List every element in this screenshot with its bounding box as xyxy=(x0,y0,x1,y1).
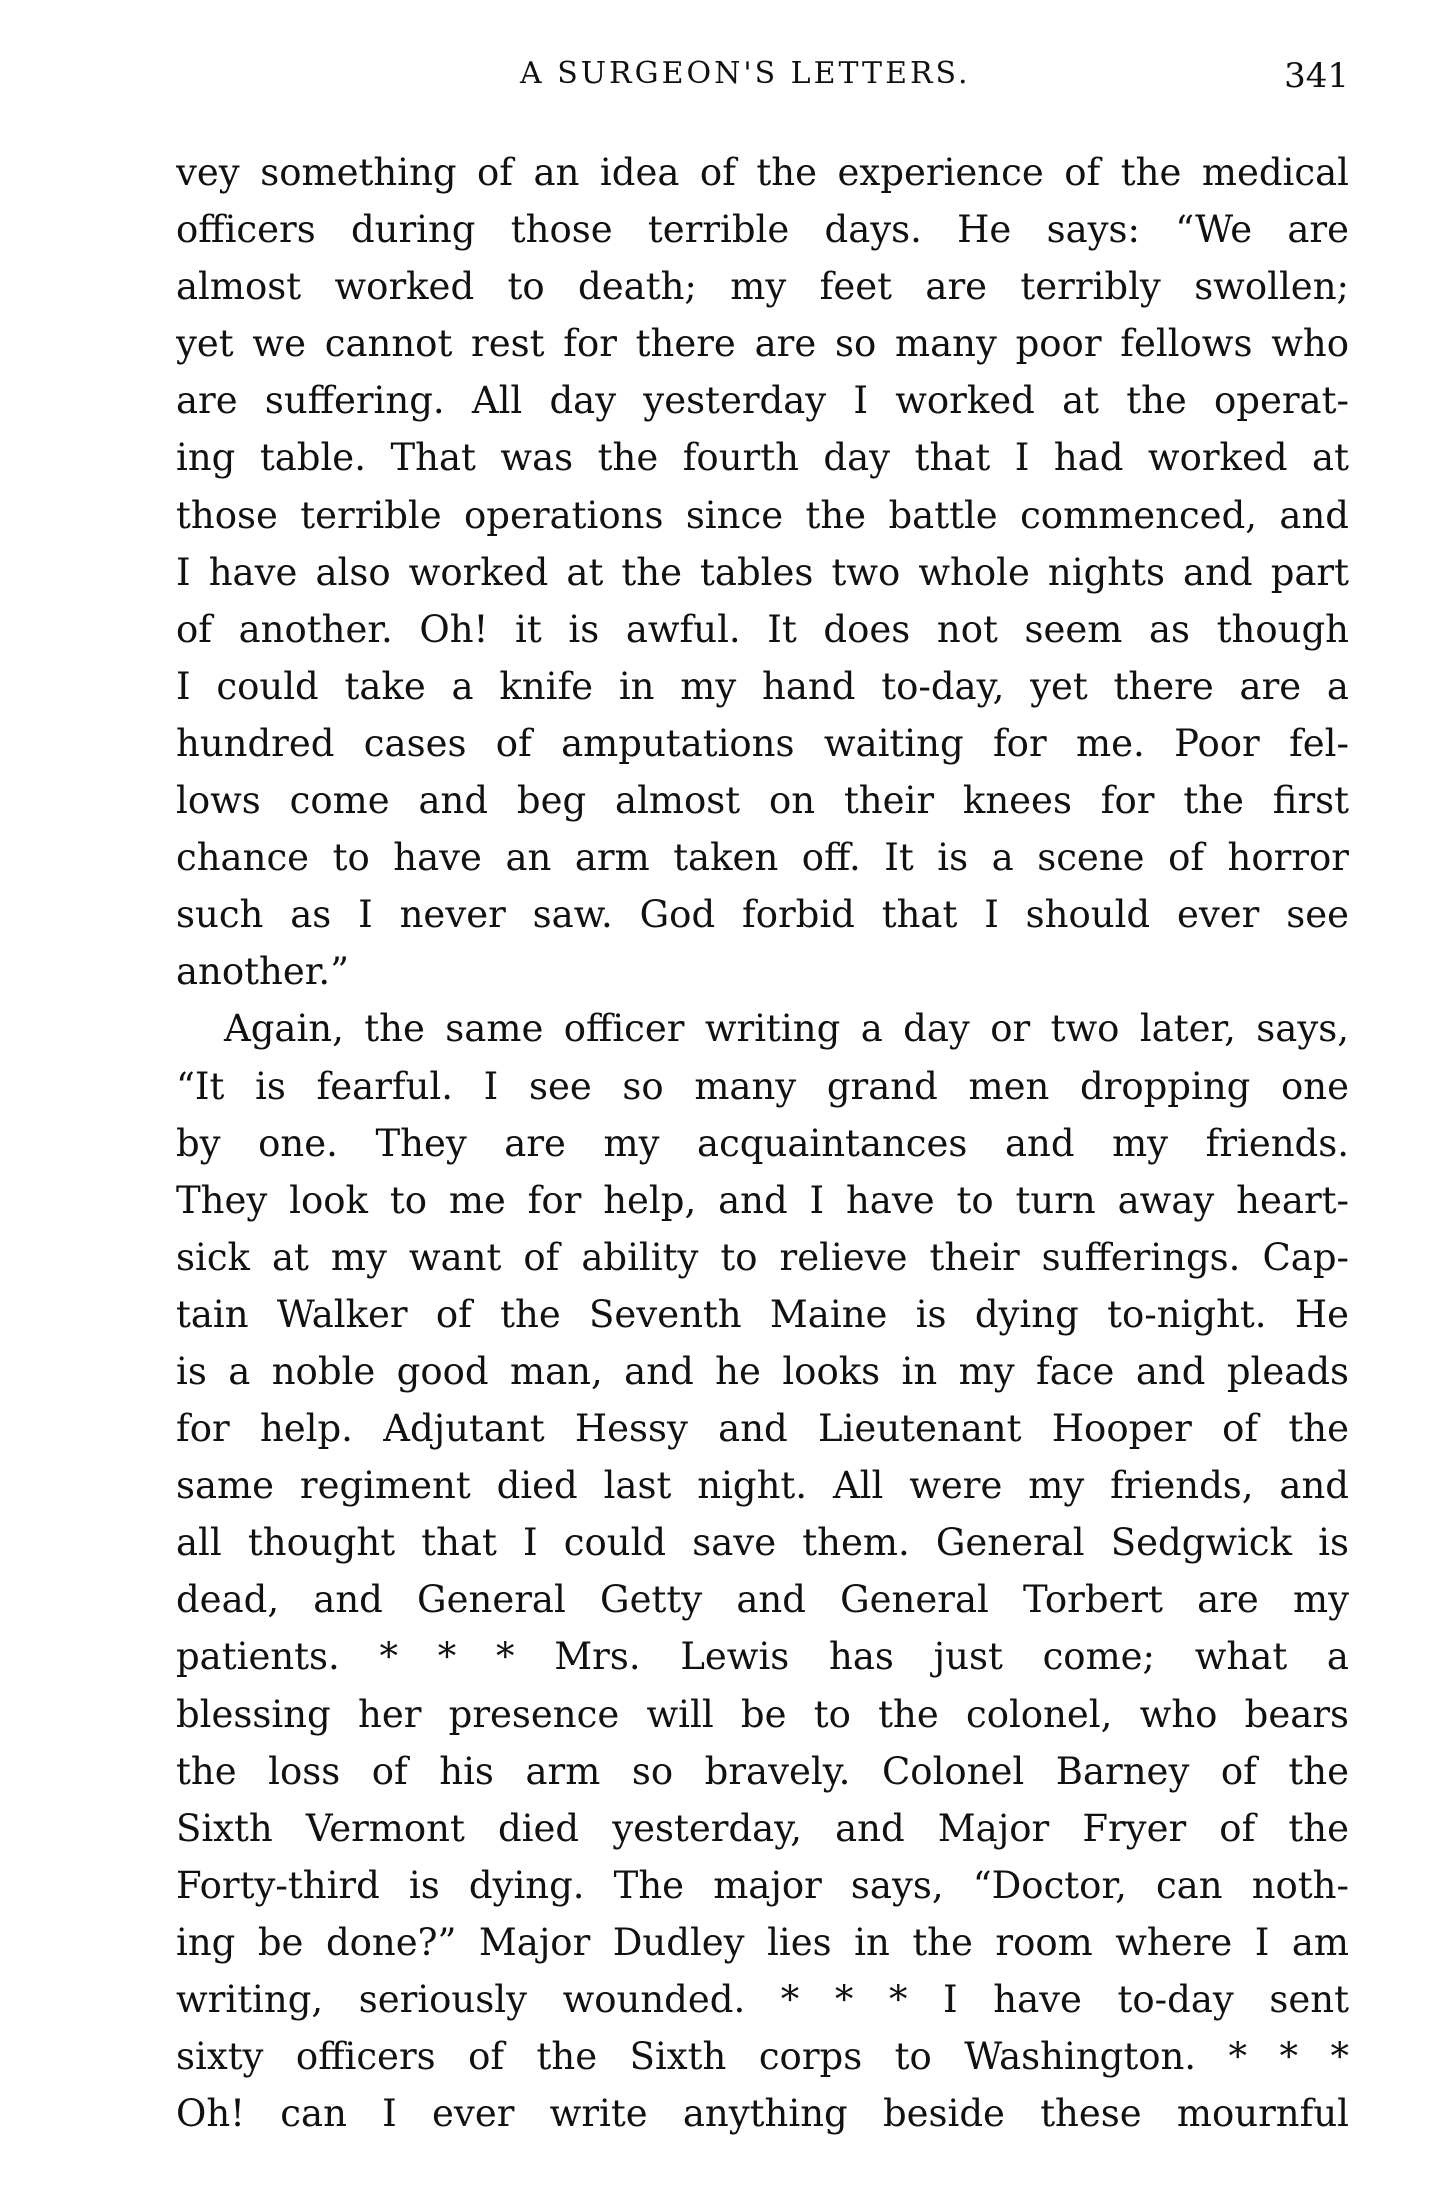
text-line: for help. Adjutant Hessy and Lieutenant Hooper of the xyxy=(176,1407,1349,1451)
text-line: vey something of an idea of the experience of the medical xyxy=(176,151,1349,194)
text-line: such as I never saw. God forbid that I should ever see xyxy=(176,893,1349,937)
running-title: A SURGEON'S LETTERS. xyxy=(520,56,971,91)
text-line: almost worked to death; my feet are terribly swollen; xyxy=(176,265,1349,309)
text-line: those terrible operations since the battle commenced, and xyxy=(176,493,1349,537)
text-line: sick at my want of ability to relieve their sufferings. Cap- xyxy=(176,1235,1349,1279)
text-line: officers during those terrible days. He says: “We are xyxy=(176,208,1349,252)
text-line: ing table. That was the fourth day that I had worked at xyxy=(176,436,1349,480)
paragraph-start-line: Again, the same officer writing a day or two later, says, xyxy=(224,1007,1349,1051)
text-line: by one. They are my acquaintances and my friends. xyxy=(176,1121,1349,1165)
text-line: I have also worked at the tables two whole nights and part xyxy=(176,550,1349,594)
page-number: 341 xyxy=(1284,56,1349,96)
text-line: “It is fearful. I see so many grand men dropping one xyxy=(176,1064,1349,1108)
text-line: yet we cannot rest for there are so many poor fellows who xyxy=(176,322,1349,366)
text-line: chance to have an arm taken off. It is a scene of horror xyxy=(176,836,1349,880)
text-line: They look to me for help, and I have to turn away heart- xyxy=(176,1178,1349,1222)
text-line: patients. * * * Mrs. Lewis has just come; what a xyxy=(176,1635,1349,1679)
text-line: is a noble good man, and he looks in my face and pleads xyxy=(176,1349,1349,1393)
paragraph-end-line: another.” xyxy=(176,950,350,994)
text-line: all thought that I could save them. General Sedgwick is xyxy=(176,1521,1349,1565)
text-line: ing be done?” Major Dudley lies in the room where I am xyxy=(176,1920,1349,1964)
text-line: writing, seriously wounded. * * * I have to-day sent xyxy=(176,1978,1349,2021)
text-line: same regiment died last night. All were my friends, and xyxy=(176,1464,1349,1508)
text-line: blessing her presence will be to the colonel, who bears xyxy=(176,1692,1349,1736)
text-line: sixty officers of the Sixth corps to Washington. * * * xyxy=(176,2035,1349,2079)
text-line: hundred cases of amputations waiting for me. Poor fel- xyxy=(176,721,1349,765)
text-line: dead, and General Getty and General Torbert are my xyxy=(176,1578,1349,1622)
text-line: lows come and beg almost on their knees for the first xyxy=(176,779,1349,823)
text-line: Forty-third is dying. The major says, “Doctor, can noth- xyxy=(176,1863,1349,1907)
text-line: tain Walker of the Seventh Maine is dying to-night. He xyxy=(176,1292,1349,1336)
text-line: I could take a knife in my hand to-day, yet there are a xyxy=(176,664,1349,708)
text-line: of another. Oh! it is awful. It does not seem as though xyxy=(176,607,1349,651)
text-line: the loss of his arm so bravely. Colonel Barney of the xyxy=(176,1749,1349,1793)
text-line: are suffering. All day yesterday I worked at the operat- xyxy=(176,379,1349,423)
text-line: Oh! can I ever write anything beside these mournful xyxy=(176,2092,1349,2136)
body-text xyxy=(176,144,1349,2142)
text-line: Sixth Vermont died yesterday, and Major Fryer of the xyxy=(176,1806,1349,1850)
